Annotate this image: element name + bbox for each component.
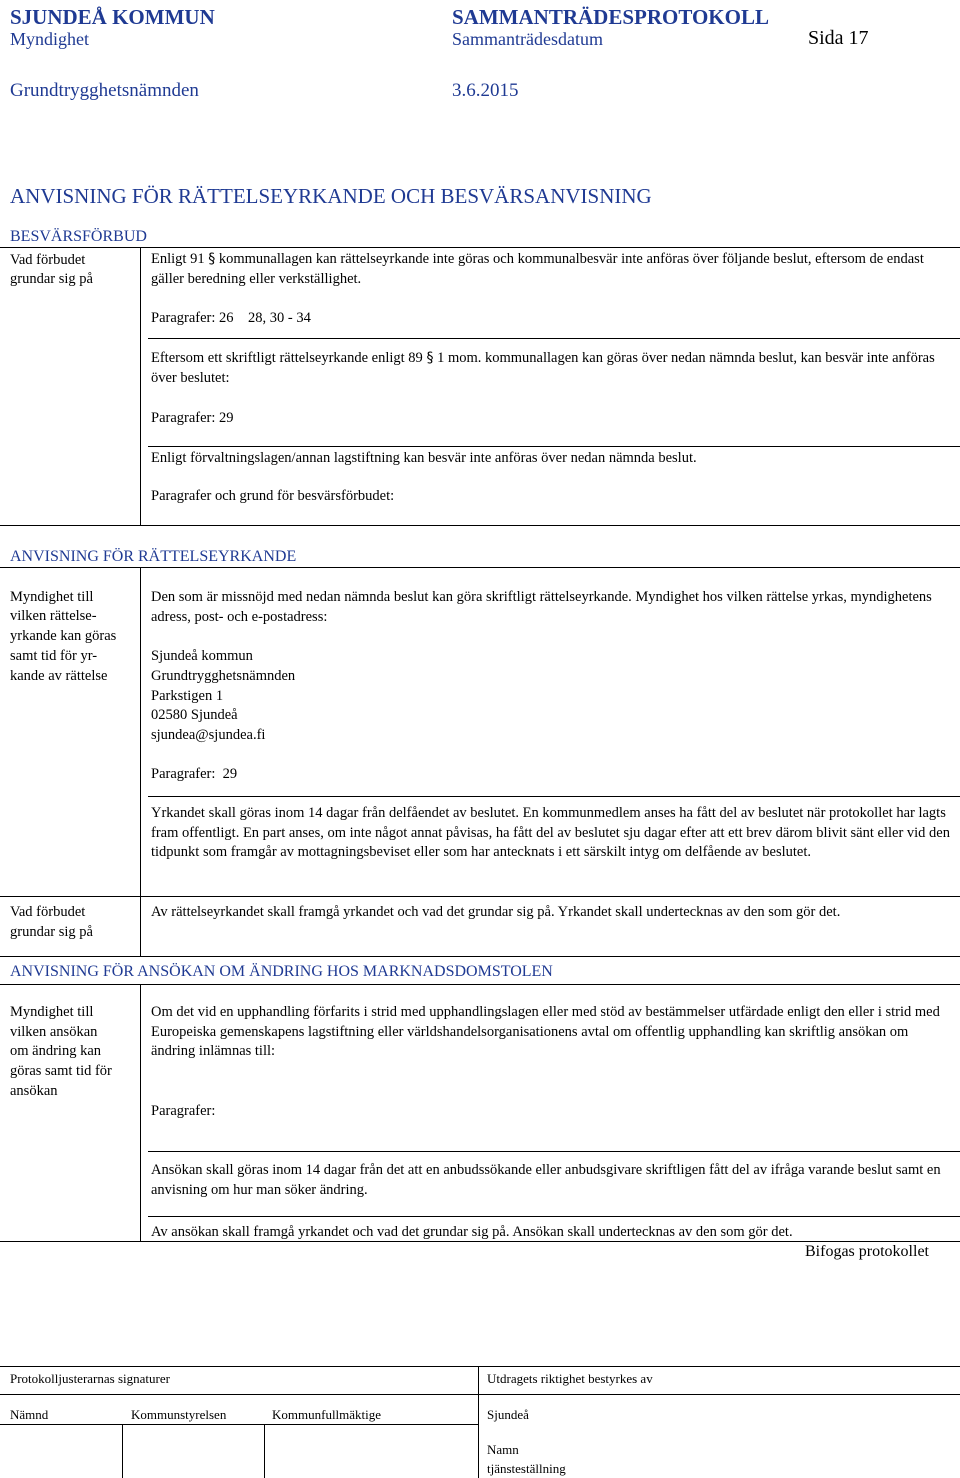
label-ban-basis-1: Vad förbudet (10, 252, 86, 268)
column-divider (140, 984, 141, 1241)
market-court-label-line: göras samt tid för (10, 1063, 112, 1079)
rectification-paragraphs: Paragrafer: 29 (151, 766, 238, 782)
address-line: Grundtrygghetsnämnden (151, 668, 296, 684)
signatures-label: Protokolljusterarnas signaturer (10, 1371, 170, 1386)
rectification-content: Av rättelseyrkandet skall framgå yrkandet och vad det grundar sig på. Yrkandet skall undertecknas av den som gör det. (151, 904, 841, 920)
municipality-name: SJUNDEÅ KOMMUN (10, 5, 215, 29)
market-court-label-line: Myndighet till (10, 1004, 94, 1020)
divider (0, 956, 960, 957)
divider (148, 338, 960, 339)
rectification-label-line: samt tid för yr- (10, 648, 98, 664)
ban-paragraph-1: Enligt 91 § kommunallagen kan rättelseyrkande inte göras och kommunalbesvär inte anföras över följande beslut, eftersom de endast gäller beredning eller verkställighet. (151, 251, 924, 287)
rectification-label-line: Myndighet till (10, 589, 94, 605)
divider (148, 796, 960, 797)
footer-line (0, 1424, 478, 1425)
market-court-label-line: vilken ansökan (10, 1024, 98, 1040)
rectification-heading: ANVISNING FÖR RÄTTELSEYRKANDE (10, 548, 297, 565)
footer-top-line (0, 1366, 960, 1367)
divider (0, 984, 960, 985)
divider (148, 1151, 960, 1152)
ban-paragraph-4: Paragrafer och grund för besvärsförbudet: (151, 488, 395, 504)
divider (0, 1241, 960, 1242)
footer-name-label: Namn (487, 1442, 519, 1457)
attached-note: Bifogas protokollet (805, 1243, 929, 1260)
ban-paragraph-2: Eftersom ett skriftligt rättelseyrkande enligt 89 § 1 mom. kommunallagen kan göras över nedan nämnda beslut, kan besvär inte anföras över beslutet: (151, 350, 935, 386)
rectification-intro: Den som är missnöjd med nedan nämnda beslut kan göra skriftligt rättelseyrkande. Myndighet hos vilken rättelse yrkas, myndighetens adress, post- och e-postadress: (151, 589, 932, 625)
divider (148, 1216, 960, 1217)
footer-col-namnd: Nämnd (10, 1407, 49, 1422)
market-court-content: Av ansökan skall framgå yrkandet och vad det grundar sig på. Ansökan skall undertecknas av den som gör det. (151, 1224, 793, 1240)
rectification-label-line: kande av rättelse (10, 668, 108, 684)
footer-line (0, 1394, 960, 1395)
market-court-label-line: ansökan (10, 1083, 58, 1099)
footer-divider (122, 1424, 123, 1478)
footer-divider (264, 1424, 265, 1478)
market-court-paragraphs: Paragrafer: (151, 1103, 216, 1119)
board-name: Grundtrygghetsnämnden (10, 80, 199, 101)
divider (148, 446, 960, 447)
ban-paragraphs-list-1: Paragrafer: 26 28, 30 - 34 (151, 310, 311, 326)
address-email: sjundea@sjundea.fi (151, 727, 266, 743)
column-divider (140, 567, 141, 956)
appeal-ban-heading: BESVÄRSFÖRBUD (10, 228, 147, 245)
footer-position-label: tjänsteställning (487, 1461, 566, 1476)
footer-col-kommunstyrelsen: Kommunstyrelsen (131, 1407, 227, 1422)
footer-divider (478, 1366, 479, 1478)
divider (0, 525, 960, 526)
authority-label: Myndighet (10, 29, 89, 49)
section-sign-icon: § (208, 251, 216, 267)
page-number: Sida 17 (808, 27, 869, 49)
rectification-basis-label-2: grundar sig på (10, 924, 93, 940)
address-line: 02580 Sjundeå (151, 707, 238, 723)
meeting-date-label: Sammanträdesdatum (452, 29, 603, 49)
market-court-heading: ANVISNING FÖR ANSÖKAN OM ÄNDRING HOS MARKNADSDOMSTOLEN (10, 963, 553, 980)
divider (0, 896, 960, 897)
rectification-deadline: Yrkandet skall göras inom 14 dagar från delfåendet av beslutet. En kommunmedlem anses ha fått del av beslutet när protokollet har lagts fram offentligt. En part anses, om inte något annat påvisas, ha fått del av beslutet sju dagar efter att ett brev därom blivit sänt eller vid den tidpunkt som framgår av mottagningsbeviset eller som har antecknats i ett särskilt intyg om delfående av beslutet. (151, 805, 950, 860)
address-line: Parkstigen 1 (151, 688, 224, 704)
divider (0, 247, 960, 248)
rectification-basis-label-1: Vad förbudet (10, 904, 86, 920)
footer-col-kommunfullmaktige: Kommunfullmäktige (272, 1407, 382, 1422)
rectification-label-line: vilken rättelse- (10, 608, 97, 624)
column-divider (140, 247, 141, 525)
footer-place: Sjundeå (487, 1407, 529, 1422)
label-ban-basis-2: grundar sig på (10, 271, 93, 287)
protocol-title: SAMMANTRÄDESPROTOKOLL (452, 5, 769, 29)
market-court-deadline: Ansökan skall göras inom 14 dagar från det att en anbudssökande eller anbudsgivare skriftligen fått del av ifråga varande beslut samt en anvisning om hur man söker ändring. (151, 1162, 941, 1198)
document-title: ANVISNING FÖR RÄTTELSEYRKANDE OCH BESVÄRSANVISNING (10, 184, 652, 208)
divider (0, 567, 960, 568)
market-court-label-line: om ändring kan (10, 1043, 102, 1059)
rectification-label-line: yrkande kan göras (10, 628, 117, 644)
market-court-intro: Om det vid en upphandling förfarits i strid med upphandlingslagen eller med stöd av bestämmelser utfärdade enligt den eller i strid med Europeiska gemenskapens lagstiftning eller världshandelsorganisationens avtal om offentlig upphandling kan skriftlig ansökan om ändring inlämnas till: (151, 1004, 940, 1059)
ban-paragraphs-list-2: Paragrafer: 29 (151, 410, 234, 426)
certified-label: Utdragets riktighet bestyrkes av (487, 1371, 653, 1386)
ban-paragraph-3: Enligt förvaltningslagen/annan lagstiftning kan besvär inte anföras över nedan nämnda beslut. (151, 450, 697, 466)
section-sign-icon: § (426, 350, 434, 366)
address-line: Sjundeå kommun (151, 648, 253, 664)
meeting-date: 3.6.2015 (452, 80, 519, 101)
